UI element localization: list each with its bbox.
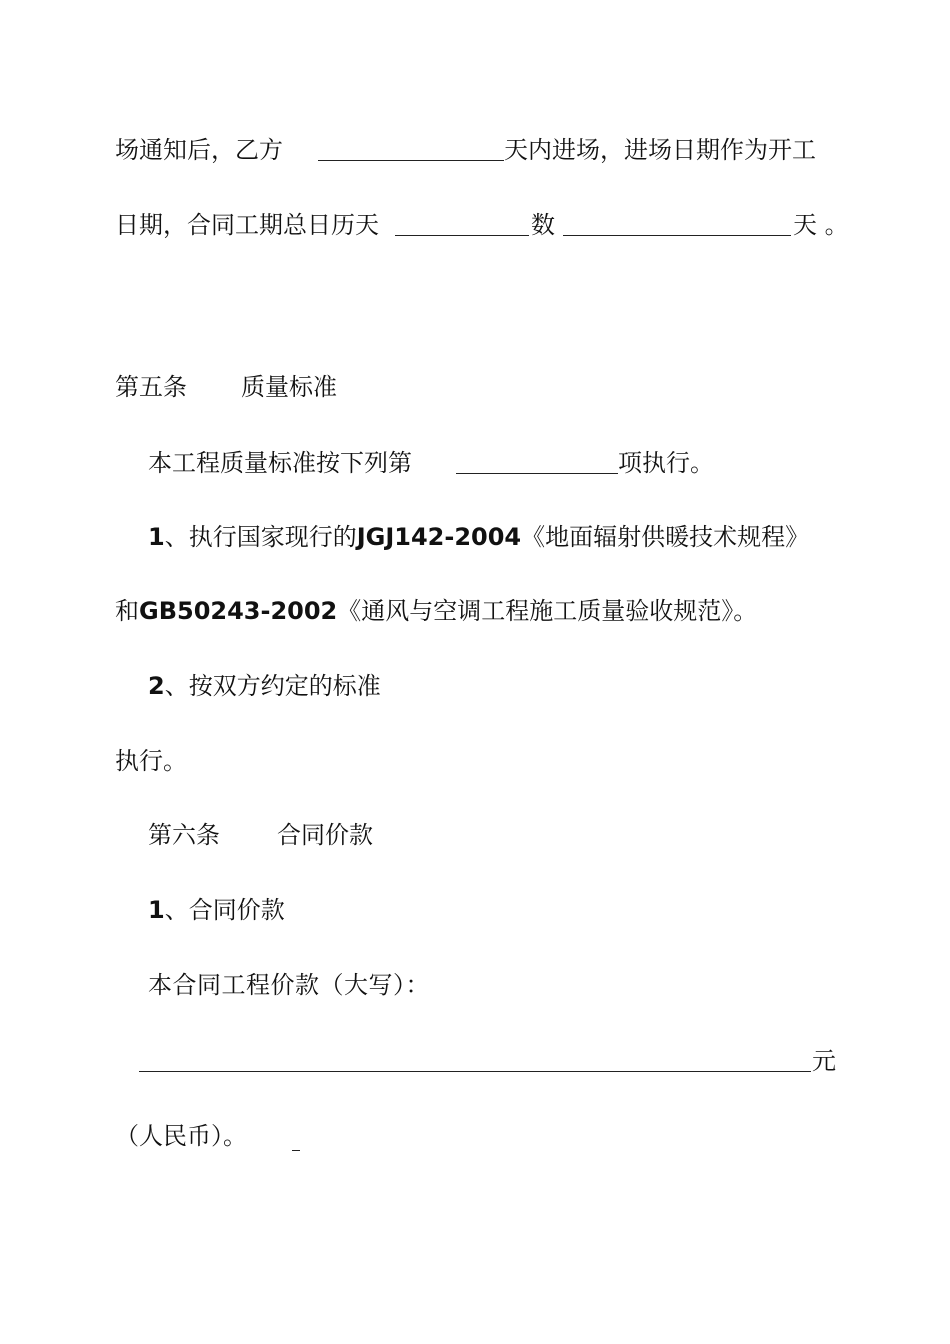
sub1-number: 1 — [148, 896, 165, 924]
article5-item2-cont — [0, 741, 950, 781]
duration-blank-2[interactable] — [563, 235, 791, 236]
quality-item-blank[interactable] — [456, 473, 618, 474]
item2-lead: 、按双方约定的标准 — [164, 672, 381, 700]
article5-number: 第五条 — [115, 373, 187, 401]
notice-text: 场通知后，乙方 — [115, 136, 283, 164]
article5-item1-line2 — [0, 591, 950, 631]
item2-end: 执行。 — [115, 747, 187, 775]
entry-text: 天内进场，进场日期作为开工 — [504, 136, 816, 164]
article6-heading — [0, 815, 950, 855]
duration-blank-1[interactable] — [395, 235, 529, 236]
item1-cont — [115, 591, 757, 631]
price-label: 本合同工程价款（大写）： — [148, 971, 430, 999]
price-amount-blank[interactable] — [139, 1071, 811, 1072]
article5-title: 质量标准 — [241, 373, 337, 401]
para1-line1 — [0, 130, 950, 170]
standard-title-2: 《通风与空调工程施工质量验收规范》。 — [337, 597, 758, 625]
item1-number: 1 — [148, 523, 165, 551]
para1-line2 — [0, 205, 950, 245]
price-unit: 元 — [812, 1047, 836, 1075]
item1-text — [148, 517, 809, 557]
number-label: 数 — [531, 211, 555, 239]
article6-sub1 — [0, 890, 950, 930]
article6-title: 合同价款 — [277, 821, 373, 849]
currency-line — [0, 1116, 950, 1156]
standard-code-jgj: JGJ142-2004 — [356, 523, 522, 551]
sub1-text — [148, 890, 285, 930]
days-label: 天 。 — [793, 211, 849, 239]
item2-number: 2 — [148, 672, 165, 700]
standard-title-1: 《地面辐射供暖技术规程》 — [521, 523, 810, 551]
trailing-underscore — [292, 1150, 300, 1151]
duration-text: 日期，合同工期总日历天 — [115, 211, 379, 239]
quality-intro-end: 项执行。 — [618, 449, 714, 477]
item1-lead: 、执行国家现行的 — [164, 523, 357, 551]
article5-intro — [0, 443, 950, 483]
standard-code-gb: GB50243-2002 — [139, 597, 338, 625]
sub1-label: 、合同价款 — [164, 896, 285, 924]
price-label-line — [0, 965, 950, 1005]
item2-text — [148, 666, 381, 706]
article5-heading — [0, 367, 950, 407]
article5-item2 — [0, 666, 950, 706]
entry-days-blank[interactable] — [318, 160, 504, 161]
article5-item1-line1 — [0, 517, 950, 557]
item1-and: 和 — [115, 597, 139, 625]
article6-number: 第六条 — [148, 821, 220, 849]
quality-intro-text: 本工程质量标准按下列第 — [148, 449, 412, 477]
currency-text: （人民币）。 — [115, 1122, 247, 1150]
price-amount-line — [0, 1041, 950, 1081]
